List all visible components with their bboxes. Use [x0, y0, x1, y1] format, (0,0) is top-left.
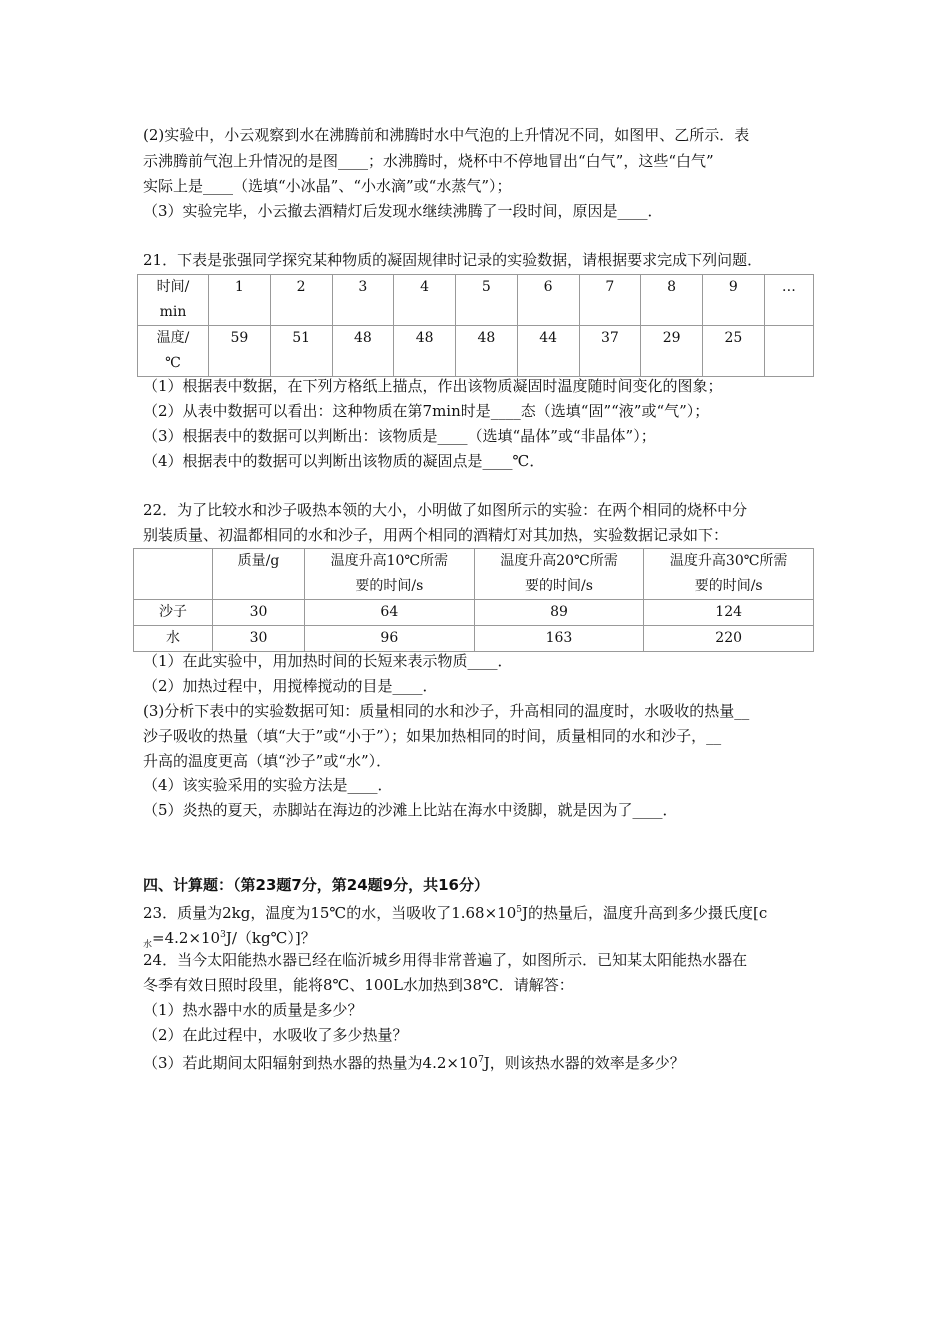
q21-temp-cell: 48 [394, 326, 456, 377]
q22-item-1: （1）在此实验中，用加热时间的长短来表示物质____． [143, 652, 513, 670]
q22-cell: 89 [474, 600, 644, 626]
q22-cell: 30 [213, 626, 305, 652]
q21-time-cell: 2 [270, 275, 332, 326]
q22-intro-line2: 别装质量、初温都相同的水和沙子，用两个相同的酒精灯对其加热，实验数据记录如下： [143, 526, 729, 544]
q21-time-cell: 1 [209, 275, 271, 326]
q22-header-mass: 质量/g [213, 549, 305, 600]
q22-row-sand [134, 600, 814, 626]
q22-header-30c: 温度升高30℃所需 要的时间/s [644, 549, 814, 600]
q23-line1: 23．质量为2kg，温度为15℃的水，当吸收了$1.68\times 10^5J$的热量后，温度升高到多少摄氏度[c [143, 904, 768, 922]
q21-time-cell: 9 [703, 275, 765, 326]
q20-part2-line1: (2)实验中，小云观察到水在沸腾前和沸腾时水中气泡的上升情况不同，如图甲、乙所示．表 [143, 126, 750, 144]
q22-item-5: （5）炎热的夏天，赤脚站在海边的沙滩上比站在海水中烫脚，就是因为了____． [143, 801, 678, 819]
q22-cell: 96 [305, 626, 475, 652]
q22-cell: 124 [644, 600, 814, 626]
q22-item-3-line3: 升高的温度更高（填“沙子”或“水”）． [143, 752, 392, 770]
q22-item-3-line2: 沙子吸收的热量（填“大于”或“小于”）；如果加热相同的时间，质量相同的水和沙子，__ [143, 727, 722, 745]
q21-data-table [137, 274, 814, 377]
q21-temp-row [138, 326, 814, 377]
q20-part2-line2: 示沸腾前气泡上升情况的是图____；水沸腾时，烧杯中不停地冒出“白气”，这些“白气” [143, 152, 714, 170]
q21-time-cell: 5 [456, 275, 518, 326]
q22-item-4: （4）该实验采用的实验方法是____． [143, 776, 393, 794]
q24-item-2: （2）在此过程中，水吸收了多少热量？ [143, 1026, 408, 1044]
q22-item-2: （2）加热过程中，用搅棒搅动的目是____． [143, 677, 438, 695]
q22-row-water [134, 626, 814, 652]
q21-temp-cell: 37 [579, 326, 641, 377]
q21-time-cell: 8 [641, 275, 703, 326]
q22-header-20c: 温度升高20℃所需 要的时间/s [474, 549, 644, 600]
q22-header-row [134, 549, 814, 600]
q21-temp-cell: 29 [641, 326, 703, 377]
q22-data-table [133, 548, 814, 652]
q21-temp-cell: 48 [456, 326, 518, 377]
q20-part3: （3）实验完毕，小云撤去酒精灯后发现水继续沸腾了一段时间，原因是____． [143, 202, 663, 220]
q21-time-cell: 4 [394, 275, 456, 326]
q24-item-1: （1）热水器中水的质量是多少？ [143, 1001, 363, 1019]
q21-time-cell: 7 [579, 275, 641, 326]
q24-line1: 24．当今太阳能热水器已经在临沂城乡用得非常普遍了，如图所示．已知某太阳能热水器在 [143, 951, 748, 969]
q21-temp-cell: 51 [270, 326, 332, 377]
section-heading: 四、计算题：（第23题7分，第24题9分，共16分） [143, 876, 489, 894]
q22-cell: 30 [213, 600, 305, 626]
q22-item-3-line1: (3)分析下表中的实验数据可知：质量相同的水和沙子，升高相同的温度时，水吸收的热量__ [143, 702, 750, 720]
q20-part2-line3: 实际上是____（选填“小冰晶”、“小水滴”或“水蒸气”）； [143, 177, 512, 195]
q21-item-2: （2）从表中数据可以看出：这种物质在第7min时是____态（选填“固”“液”或“气”）； [143, 402, 710, 420]
q22-cell: 64 [305, 600, 475, 626]
q21-temp-cell: 59 [209, 326, 271, 377]
q21-time-cell: 6 [517, 275, 579, 326]
q21-item-3: （3）根据表中的数据可以判断出：该物质是____（选填“晶体”或“非晶体”）； [143, 427, 656, 445]
q24-item-3: （3）若此期间太阳辐射到热水器的热量为$4.2\times 10^7J$，则该热水器的效率是多少？ [143, 1054, 685, 1072]
q21-temp-label: 温度/ ℃ [138, 326, 209, 377]
q21-temp-cell [764, 326, 813, 377]
q22-header-10c: 温度升高10℃所需 要的时间/s [305, 549, 475, 600]
q22-cell: 沙子 [134, 600, 213, 626]
q21-time-row [138, 275, 814, 326]
q22-cell: 163 [474, 626, 644, 652]
q21-intro: 21．下表是张强同学探究某种物质的凝固规律时记录的实验数据，请根据要求完成下列问题． [143, 251, 763, 269]
q23-line2: $_水=4.2\times 10^3J/(kg℃)$]？ [143, 929, 316, 950]
q21-time-label: 时间/ min [138, 275, 209, 326]
q22-cell: 220 [644, 626, 814, 652]
q21-item-1: （1）根据表中数据，在下列方格纸上描点，作出该物质凝固时温度随时间变化的图象； [143, 377, 723, 395]
q21-time-cell: … [764, 275, 813, 326]
q21-temp-cell: 44 [517, 326, 579, 377]
q21-time-cell: 3 [332, 275, 394, 326]
q21-item-4: （4）根据表中的数据可以判断出该物质的凝固点是____℃． [143, 452, 545, 470]
q22-header-blank [134, 549, 213, 600]
q21-temp-cell: 48 [332, 326, 394, 377]
q22-intro-line1: 22．为了比较水和沙子吸热本领的大小，小明做了如图所示的实验：在两个相同的烧杯中分 [143, 501, 748, 519]
q21-temp-cell: 25 [703, 326, 765, 377]
q24-line2: 冬季有效日照时段里，能将8℃、100L水加热到38℃．请解答： [143, 976, 574, 994]
q22-cell: 水 [134, 626, 213, 652]
